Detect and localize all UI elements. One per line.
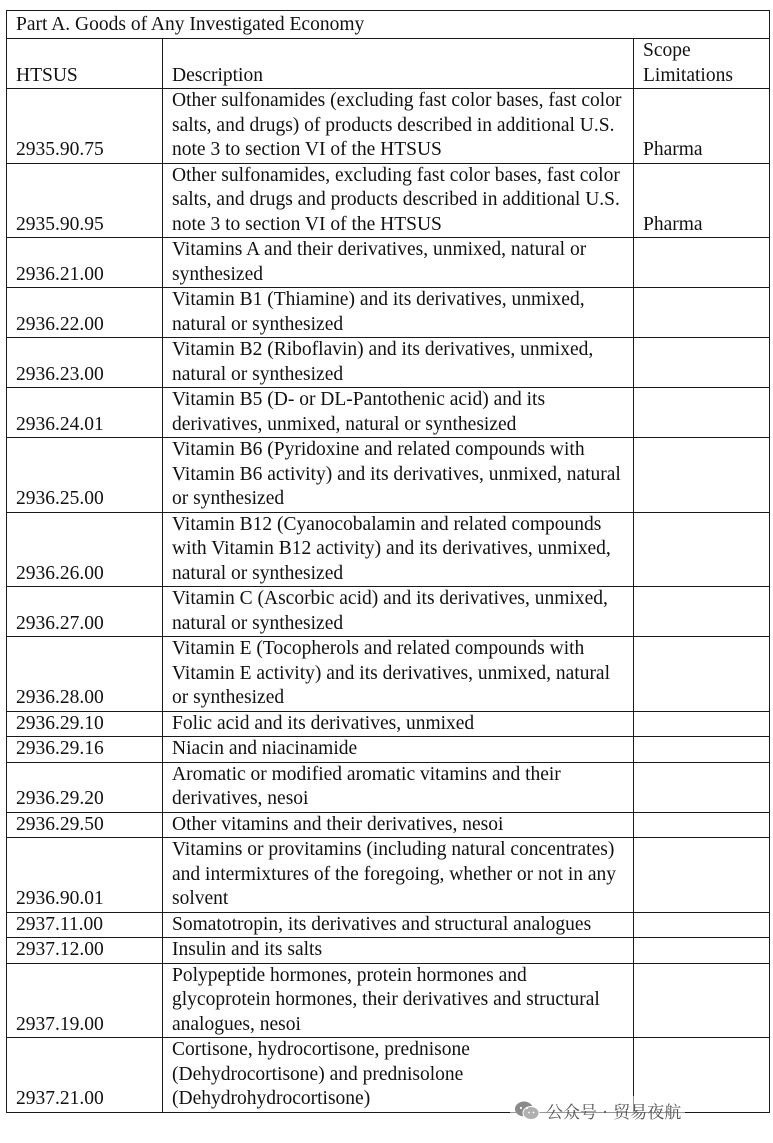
- table-row: [7, 838, 770, 913]
- description-cell: Vitamin B1 (Thiamine) and its derivatives, unmixed, natural or synthesized: [163, 288, 634, 338]
- htsus-code: 2936.25.00: [7, 438, 163, 513]
- htsus-code: 2937.21.00: [7, 1038, 163, 1113]
- table-row: [7, 963, 770, 1038]
- htsus-code: 2937.12.00: [7, 938, 163, 964]
- scope-limitation-cell: [634, 587, 770, 637]
- description-cell: Insulin and its salts: [163, 938, 634, 964]
- htsus-code: 2936.22.00: [7, 288, 163, 338]
- table-row: [7, 238, 770, 288]
- description-cell: Other sulfonamides, excluding fast color bases, fast color salts, and drugs and products described in additional U.S. note 3 to section VI of the HTSUS: [163, 163, 634, 238]
- description-cell: Vitamin C (Ascorbic acid) and its derivatives, unmixed, natural or synthesized: [163, 587, 634, 637]
- htsus-code: 2936.29.10: [7, 711, 163, 737]
- header-description: Description: [163, 39, 634, 89]
- description-cell: Aromatic or modified aromatic vitamins and their derivatives, nesoi: [163, 762, 634, 812]
- table-title-row: [7, 11, 770, 39]
- scope-limitation-cell: [634, 512, 770, 587]
- table-row: [7, 938, 770, 964]
- description-cell: Vitamin B6 (Pyridoxine and related compounds with Vitamin B6 activity) and its derivatives, unmixed, natural or synthesized: [163, 438, 634, 513]
- scope-limitation-cell: [634, 963, 770, 1038]
- htsus-code: 2936.29.20: [7, 762, 163, 812]
- htsus-table: [6, 10, 770, 1113]
- wechat-icon: [514, 1100, 540, 1122]
- scope-limitation-cell: [634, 338, 770, 388]
- htsus-code: 2936.27.00: [7, 587, 163, 637]
- scope-limitation-cell: [634, 711, 770, 737]
- table-row: [7, 912, 770, 938]
- scope-limitation-cell: [634, 637, 770, 712]
- table-row: [7, 338, 770, 388]
- description-cell: Other sulfonamides (excluding fast color bases, fast color salts, and drugs) of products described in additional U.S. note 3 to section VI of the HTSUS: [163, 89, 634, 164]
- table-row: [7, 512, 770, 587]
- htsus-code: 2936.21.00: [7, 238, 163, 288]
- scope-limitation-cell: [634, 762, 770, 812]
- description-cell: Vitamin B5 (D- or DL-Pantothenic acid) and its derivatives, unmixed, natural or synthesized: [163, 388, 634, 438]
- table-row: [7, 288, 770, 338]
- description-cell: Vitamins or provitamins (including natural concentrates) and intermixtures of the foregoing, whether or not in any solvent: [163, 838, 634, 913]
- htsus-code: 2936.90.01: [7, 838, 163, 913]
- table-row: [7, 163, 770, 238]
- scope-limitation-cell: Pharma: [634, 163, 770, 238]
- htsus-code: 2936.24.01: [7, 388, 163, 438]
- scope-limitation-cell: [634, 438, 770, 513]
- scope-limitation-cell: Pharma: [634, 89, 770, 164]
- htsus-code: 2936.29.50: [7, 812, 163, 838]
- description-cell: Polypeptide hormones, protein hormones and glycoprotein hormones, their derivatives and structural analogues, nesoi: [163, 963, 634, 1038]
- table-row: [7, 438, 770, 513]
- scope-limitation-cell: [634, 812, 770, 838]
- description-cell: Niacin and niacinamide: [163, 737, 634, 763]
- description-cell: Vitamin B12 (Cyanocobalamin and related compounds with Vitamin B12 activity) and its derivatives, unmixed, natural or synthesized: [163, 512, 634, 587]
- table-row: [7, 711, 770, 737]
- description-cell: Vitamin E (Tocopherols and related compounds with Vitamin E activity) and its derivatives, unmixed, natural or synthesized: [163, 637, 634, 712]
- scope-limitation-cell: [634, 938, 770, 964]
- watermark-text: 公众号 · 贸易夜航: [546, 1103, 682, 1123]
- description-cell: Cortisone, hydrocortisone, prednisone (Dehydrocortisone) and prednisolone (Dehydrohydrocortisone): [163, 1038, 634, 1113]
- htsus-code: 2936.28.00: [7, 637, 163, 712]
- header-htsus: HTSUS: [7, 39, 163, 89]
- htsus-code: 2937.19.00: [7, 963, 163, 1038]
- table-title: Part A. Goods of Any Investigated Economy: [7, 11, 770, 39]
- htsus-code: 2936.29.16: [7, 737, 163, 763]
- table-header-row: [7, 39, 770, 89]
- table-row: [7, 587, 770, 637]
- header-scope-limitations: Scope Limitations: [634, 39, 770, 89]
- table-row: [7, 812, 770, 838]
- htsus-code: 2935.90.75: [7, 89, 163, 164]
- table-row: [7, 737, 770, 763]
- description-cell: Vitamin B2 (Riboflavin) and its derivatives, unmixed, natural or synthesized: [163, 338, 634, 388]
- scope-limitation-cell: [634, 288, 770, 338]
- scope-limitation-cell: [634, 838, 770, 913]
- htsus-code: 2937.11.00: [7, 912, 163, 938]
- description-cell: Folic acid and its derivatives, unmixed: [163, 711, 634, 737]
- scope-limitation-cell: [634, 388, 770, 438]
- table-row: [7, 637, 770, 712]
- scope-limitation-cell: [634, 238, 770, 288]
- htsus-code: 2936.23.00: [7, 338, 163, 388]
- table-row: [7, 388, 770, 438]
- description-cell: Other vitamins and their derivatives, nesoi: [163, 812, 634, 838]
- htsus-code: 2936.26.00: [7, 512, 163, 587]
- description-cell: Vitamins A and their derivatives, unmixed, natural or synthesized: [163, 238, 634, 288]
- watermark: [510, 1096, 685, 1125]
- table-row: [7, 89, 770, 164]
- scope-limitation-cell: [634, 737, 770, 763]
- scope-limitation-cell: [634, 912, 770, 938]
- description-cell: Somatotropin, its derivatives and structural analogues: [163, 912, 634, 938]
- table-row: [7, 762, 770, 812]
- htsus-code: 2935.90.95: [7, 163, 163, 238]
